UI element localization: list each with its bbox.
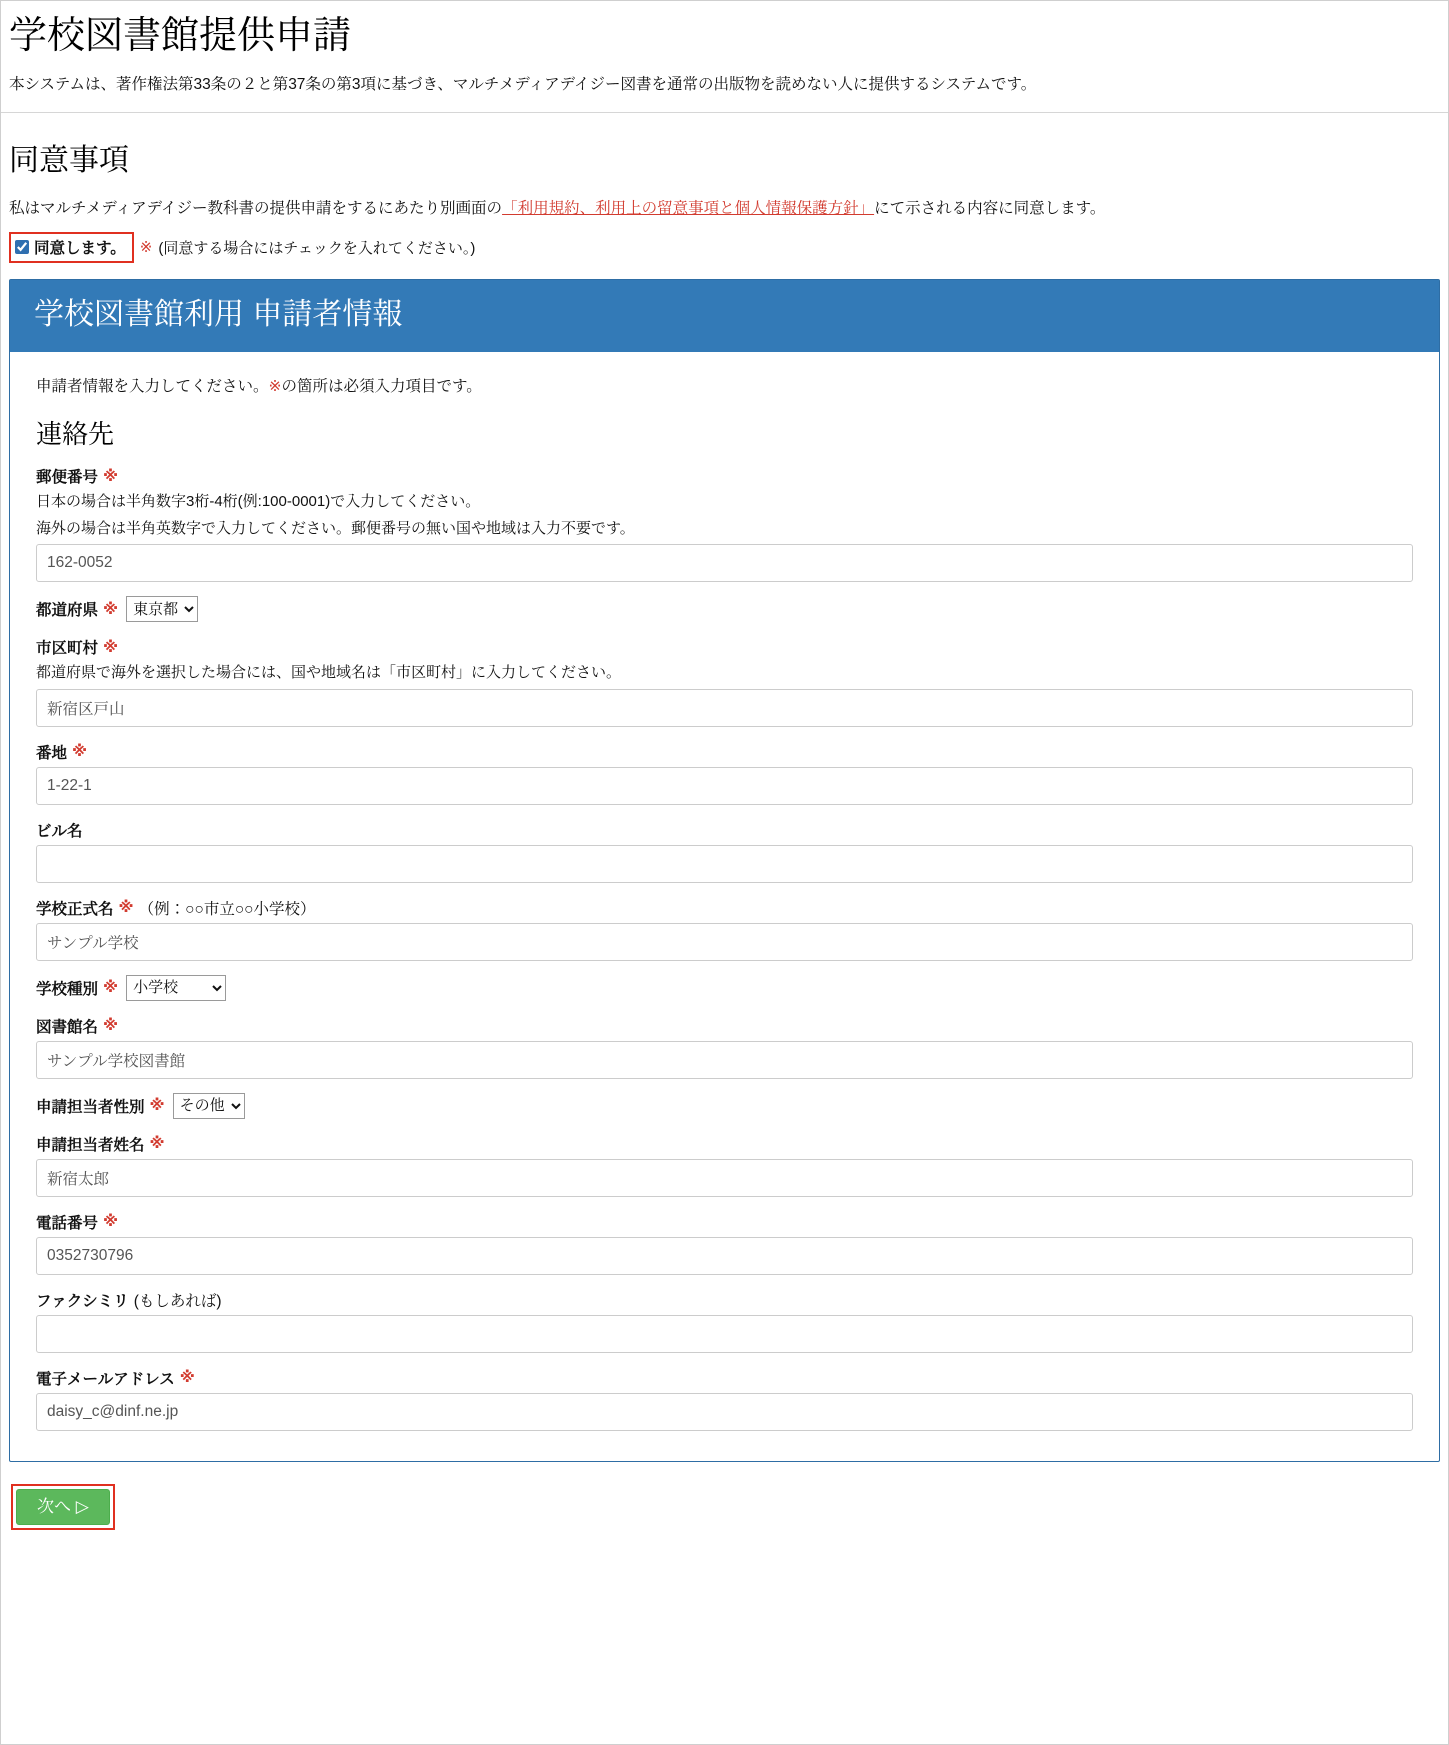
field-email-required: ※ xyxy=(179,1369,195,1387)
gender-select[interactable] xyxy=(173,1093,245,1119)
panel-intro-before: 申請者情報を入力してください。 xyxy=(36,378,269,396)
consent-label: 同意します。 xyxy=(34,239,126,257)
agreement-heading: 同意事項 xyxy=(9,143,129,177)
field-postal-required: ※ xyxy=(103,467,119,485)
field-library-name-required: ※ xyxy=(103,1017,119,1035)
field-school-name xyxy=(36,897,1413,961)
page-title: 学校図書館提供申請 xyxy=(9,15,352,57)
email-input[interactable] xyxy=(36,1393,1413,1431)
panel-title: 学校図書館利用 申請者情報 xyxy=(10,280,1439,353)
field-gender xyxy=(36,1093,1413,1119)
field-prefecture-required: ※ xyxy=(103,600,119,618)
field-gender-label xyxy=(36,1093,1413,1119)
field-postal-label xyxy=(36,465,1413,487)
terms-link[interactable]: 「利用規約、利用上の留意事項と個人情報保護方針」 xyxy=(502,199,875,217)
field-school-name-example: （例：○○市立○○小学校） xyxy=(138,900,316,918)
tel-input[interactable] xyxy=(36,1237,1413,1275)
field-library-name-label xyxy=(36,1015,1413,1037)
consent-row xyxy=(9,232,1440,263)
field-school-name-required: ※ xyxy=(118,899,134,917)
field-postal-label-text: 郵便番号 xyxy=(36,469,99,487)
field-email-label-text: 電子メールアドレス xyxy=(36,1370,175,1388)
field-library-name-label-text: 図書館名 xyxy=(36,1018,99,1036)
library-name-input[interactable] xyxy=(36,1041,1413,1079)
field-address-label xyxy=(36,741,1413,763)
field-school-type-required: ※ xyxy=(103,979,119,997)
field-school-name-label xyxy=(36,897,1413,919)
field-postal xyxy=(36,465,1413,582)
field-school-type-label-inner: 学校種別 xyxy=(36,980,99,998)
field-tel xyxy=(36,1211,1413,1275)
field-school-type-label-text xyxy=(36,977,118,999)
field-building-label xyxy=(36,819,1413,841)
panel-intro-after: の箇所は必須入力項目です。 xyxy=(281,378,482,396)
field-city-required: ※ xyxy=(103,638,119,656)
agreement-text xyxy=(9,197,1440,222)
applicant-info-panel xyxy=(9,279,1440,1462)
contact-section-title: 連絡先 xyxy=(36,419,115,450)
consent-hint: (同意する場合にはチェックを入れてください。) xyxy=(158,239,476,257)
field-fax-note: (もしあれば) xyxy=(133,1292,222,1310)
agreement-section xyxy=(1,113,1448,279)
building-input[interactable] xyxy=(36,845,1413,883)
field-city-label-text: 市区町村 xyxy=(36,640,99,658)
field-tel-required: ※ xyxy=(103,1213,119,1231)
consent-checkbox-highlight[interactable] xyxy=(9,232,134,263)
agreement-text-after: にて示される内容に同意します。 xyxy=(874,199,1106,217)
panel-intro xyxy=(36,374,1413,396)
field-address xyxy=(36,741,1413,805)
field-city-label xyxy=(36,636,1413,658)
consent-checkbox[interactable] xyxy=(15,240,29,254)
consent-required-mark: ※ xyxy=(139,239,153,257)
field-building xyxy=(36,819,1413,883)
agreement-text-before: 私はマルチメディアデイジー教科書の提供申請をするにあたり別画面の xyxy=(9,199,503,217)
next-button[interactable]: 次へ ▷ xyxy=(16,1489,110,1525)
field-postal-help-1: 日本の場合は半角数字3桁-4桁(例:100-0001)で入力してください。 xyxy=(36,493,481,511)
panel-intro-mark: ※ xyxy=(268,378,282,396)
field-gender-label-text xyxy=(36,1095,165,1117)
person-name-input[interactable] xyxy=(36,1159,1413,1197)
page-header xyxy=(1,1,1448,113)
school-type-select[interactable] xyxy=(126,975,226,1001)
field-person-name-label-text: 申請担当者姓名 xyxy=(36,1136,145,1154)
field-prefecture xyxy=(36,596,1413,622)
field-school-name-label-text: 学校正式名 xyxy=(36,900,114,918)
field-person-name-label xyxy=(36,1133,1413,1155)
field-person-name-required: ※ xyxy=(149,1135,165,1153)
city-input[interactable] xyxy=(36,689,1413,727)
form-footer xyxy=(1,1462,1448,1550)
field-tel-label-text: 電話番号 xyxy=(36,1214,99,1232)
postal-input[interactable] xyxy=(36,544,1413,582)
next-button-highlight xyxy=(11,1484,115,1530)
field-gender-required: ※ xyxy=(149,1097,165,1115)
field-school-type xyxy=(36,975,1413,1001)
fax-input[interactable] xyxy=(36,1315,1413,1353)
field-gender-label-inner: 申請担当者性別 xyxy=(36,1098,145,1116)
field-prefecture-label-text xyxy=(36,598,118,620)
field-library-name xyxy=(36,1015,1413,1079)
field-prefecture-label-inner: 都道府県 xyxy=(36,602,99,620)
field-fax-label xyxy=(36,1289,1413,1311)
field-fax-label-text: ファクシミリ xyxy=(36,1292,129,1310)
page-description: 本システムは、著作権法第33条の２と第37条の第3項に基づき、マルチメディアデイジー図書を通常の出版物を読めない人に提供するシステムです。 xyxy=(9,75,1037,93)
field-school-type-label xyxy=(36,975,1413,1001)
field-city xyxy=(36,636,1413,727)
field-address-label-text: 番地 xyxy=(36,744,68,762)
field-city-help: 都道府県で海外を選択した場合には、国や地域名は「市区町村」に入力してください。 xyxy=(36,664,622,682)
prefecture-select[interactable] xyxy=(126,596,198,622)
address-input[interactable] xyxy=(36,767,1413,805)
field-fax xyxy=(36,1289,1413,1353)
panel-body xyxy=(10,352,1439,1461)
field-building-label-text: ビル名 xyxy=(36,822,83,840)
field-address-required: ※ xyxy=(72,743,88,761)
field-email xyxy=(36,1367,1413,1431)
field-person-name xyxy=(36,1133,1413,1197)
school-name-input[interactable] xyxy=(36,923,1413,961)
field-email-label xyxy=(36,1367,1413,1389)
field-postal-help-2: 海外の場合は半角英数字で入力してください。郵便番号の無い国や地域は入力不要です。 xyxy=(36,519,635,537)
field-prefecture-label xyxy=(36,596,1413,622)
field-tel-label xyxy=(36,1211,1413,1233)
